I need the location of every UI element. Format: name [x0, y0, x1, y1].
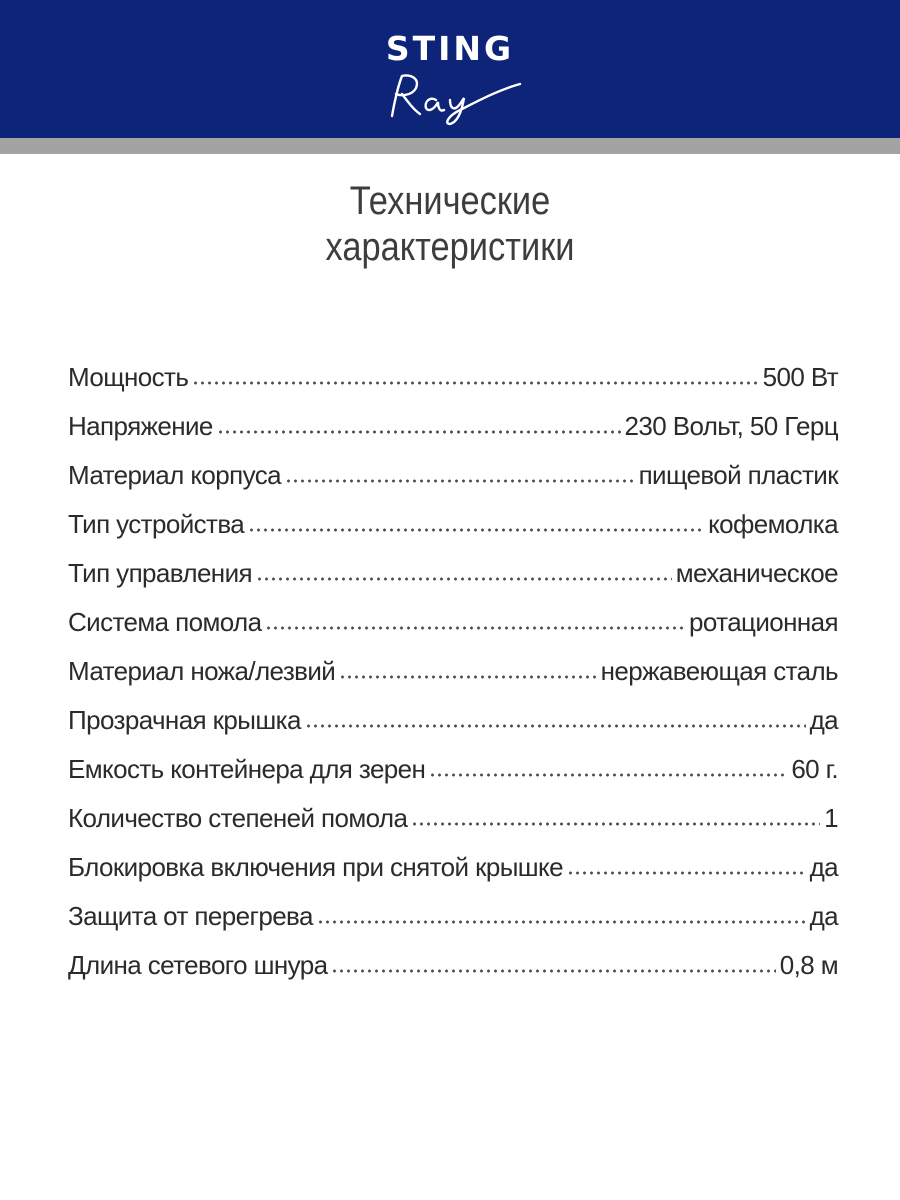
spec-value: нержавеющая сталь: [600, 656, 838, 686]
spec-row: [68, 843, 838, 892]
spec-value: да: [809, 901, 838, 931]
spec-value: 500 Вт: [762, 362, 838, 392]
spec-value: кофемолка: [708, 509, 838, 539]
dot-leader: [339, 675, 596, 679]
header-divider-stripe: [0, 138, 900, 154]
spec-row: [68, 353, 838, 402]
dot-leader: [256, 577, 672, 581]
spec-value: 60 г.: [791, 754, 838, 784]
brand-script-logo: [380, 66, 530, 126]
spec-label: Защита от перегрева: [68, 901, 313, 931]
spec-label: Система помола: [68, 607, 262, 637]
dot-leader: [331, 969, 775, 973]
spec-row: [68, 745, 838, 794]
spec-label: Тип управления: [68, 558, 252, 588]
brand-wordmark: STING: [385, 29, 515, 68]
spec-label: Тип устройства: [68, 509, 245, 539]
page-title-line-2: характеристики: [325, 225, 575, 269]
spec-row: [68, 647, 838, 696]
spec-row: [68, 598, 838, 647]
spec-row: [68, 794, 838, 843]
brand-logo: [0, 30, 900, 68]
dot-leader: [217, 430, 621, 434]
dot-leader: [567, 871, 806, 875]
spec-label: Мощность: [68, 362, 189, 392]
spec-value: 0,8 м: [779, 950, 838, 980]
spec-label: Материал корпуса: [68, 460, 281, 490]
dot-leader: [192, 381, 758, 385]
spec-row: [68, 892, 838, 941]
spec-row: [68, 500, 838, 549]
dot-leader: [265, 626, 685, 630]
spec-label: Напряжение: [68, 411, 213, 441]
dot-leader: [285, 479, 635, 483]
spec-label: Блокировка включения при снятой крышке: [68, 852, 563, 882]
spec-value: 230 Вольт, 50 Герц: [624, 411, 838, 441]
spec-value: механическое: [675, 558, 838, 588]
spec-label: Прозрачная крышка: [68, 705, 301, 735]
spec-value: да: [809, 705, 838, 735]
spec-row: [68, 696, 838, 745]
dot-leader: [429, 773, 787, 777]
spec-label: Длина сетевого шнура: [68, 950, 328, 980]
dot-leader: [248, 528, 704, 532]
page-title: [63, 178, 837, 270]
spec-label: Емкость контейнера для зерен: [68, 754, 426, 784]
spec-label: Материал ножа/лезвий: [68, 656, 336, 686]
spec-value: 1: [824, 803, 838, 833]
spec-value: да: [809, 852, 838, 882]
dot-leader: [317, 920, 806, 924]
spec-value: ротационная: [689, 607, 838, 637]
spec-row: [68, 451, 838, 500]
spec-row: [68, 941, 838, 990]
dot-leader: [305, 724, 806, 728]
spec-row: [68, 549, 838, 598]
spec-list: [68, 353, 838, 990]
dot-leader: [411, 822, 820, 826]
spec-label: Количество степеней помола: [68, 803, 408, 833]
spec-value: пищевой пластик: [638, 460, 838, 490]
spec-row: [68, 402, 838, 451]
page-title-line-1: Технические: [349, 179, 551, 223]
